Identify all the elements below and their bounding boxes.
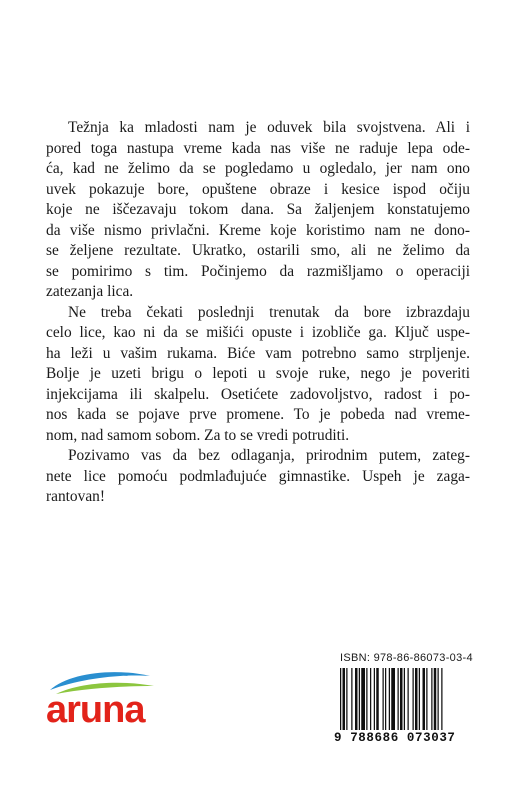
- text-line: celo lice, kao ni da se mišići opuste i izobliče ga. Ključ uspe-: [46, 324, 470, 341]
- barcode-bar: [340, 668, 341, 730]
- barcode-bar: [343, 668, 346, 730]
- text-line: rantovan!: [46, 488, 105, 505]
- barcode-bar: [351, 668, 352, 730]
- isbn-barcode-block: [330, 652, 474, 762]
- barcode-bar: [385, 668, 386, 730]
- text-line: Težnja ka mladosti nam je oduvek bila svojstvena. Ali i: [68, 119, 470, 136]
- text-line: zatezanja lica.: [46, 283, 134, 300]
- barcode-bar: [361, 668, 365, 730]
- text-line: ća, kad ne želimo da se pogledamo u ogledalo, jer nam ono: [46, 160, 470, 177]
- text-line: se pomirimo s tim. Počinjemo da razmišljamo o operaciji: [46, 262, 470, 280]
- barcode-bar: [415, 668, 418, 730]
- barcode-bar: [400, 668, 403, 730]
- barcode-bar: [434, 668, 437, 730]
- text-line: ha leži u vašim rukama. Biće vam potrebno samo strpljenje.: [46, 344, 470, 362]
- barcode-bar: [423, 668, 426, 730]
- text-line: nete lice pomoću podmlađujuće gimnastike. Uspeh je zaga-: [46, 467, 470, 485]
- text-line: Ne treba čekati poslednji trenutak da bore izbrazdaju: [68, 303, 470, 321]
- paragraph: [46, 118, 470, 303]
- text-line: pored toga nastupa vreme kada nas više ne raduje lepa ode-: [46, 139, 470, 157]
- text-line: se željene rezultate. Ukratko, ostarili smo, ali ne želimo da: [46, 242, 470, 259]
- barcode-bar: [441, 668, 442, 730]
- barcode-bar: [355, 668, 358, 730]
- text-line: uvek pokazuje bore, opuštene obraze i kesice ispod očiju: [46, 180, 470, 198]
- text-line: injekcijama ili skalpelu. Osetićete zadovoljstvo, radost i po-: [46, 385, 470, 403]
- barcode-bar: [404, 668, 405, 730]
- text-line: nom, nad samom sobom. Za to se vredi potruditi.: [46, 426, 350, 444]
- barcode-bar: [419, 668, 420, 730]
- barcode-bar: [376, 668, 379, 730]
- barcode-bar: [359, 668, 360, 730]
- barcode-bar: [426, 668, 427, 730]
- publisher-logo: [46, 664, 164, 736]
- barcode-bar: [383, 668, 384, 730]
- barcode-bar: [398, 668, 399, 730]
- barcode-bar: [391, 668, 395, 730]
- barcode-bar: [408, 668, 409, 730]
- text-line: koje ne iščezavaju tokom dana. Sa žaljenjem konstatujemo: [46, 201, 470, 218]
- paragraph: [46, 303, 470, 447]
- barcode-bar: [438, 668, 439, 730]
- barcode-bar: [389, 668, 390, 730]
- text-line: da više nismo privlačni. Kreme koje koristimo nam ne dono-: [46, 221, 470, 239]
- paragraph: [46, 446, 470, 508]
- publisher-logo-text: aruna: [46, 689, 145, 731]
- text-line: Bolje je uzeti brigu o lepoti u svoje ruke, nego je poveriti: [46, 365, 470, 382]
- barcode-bar: [413, 668, 414, 730]
- text-line: nos kada se pojave prve promene. To je pobeda nad vreme-: [46, 406, 470, 423]
- barcode-bar: [366, 668, 367, 730]
- barcode-bar: [346, 668, 347, 730]
- barcode-bar: [431, 668, 432, 730]
- barcode-bar: [374, 668, 375, 730]
- barcode-bar: [370, 668, 371, 730]
- text-line: Pozivamo vas da bez odlaganja, prirodnim putem, zateg-: [68, 447, 470, 464]
- isbn-label: ISBN: 978-86-86073-03-4: [340, 652, 473, 664]
- blurb-text: [46, 118, 470, 508]
- ean-number: 9 788686 073037: [330, 730, 478, 746]
